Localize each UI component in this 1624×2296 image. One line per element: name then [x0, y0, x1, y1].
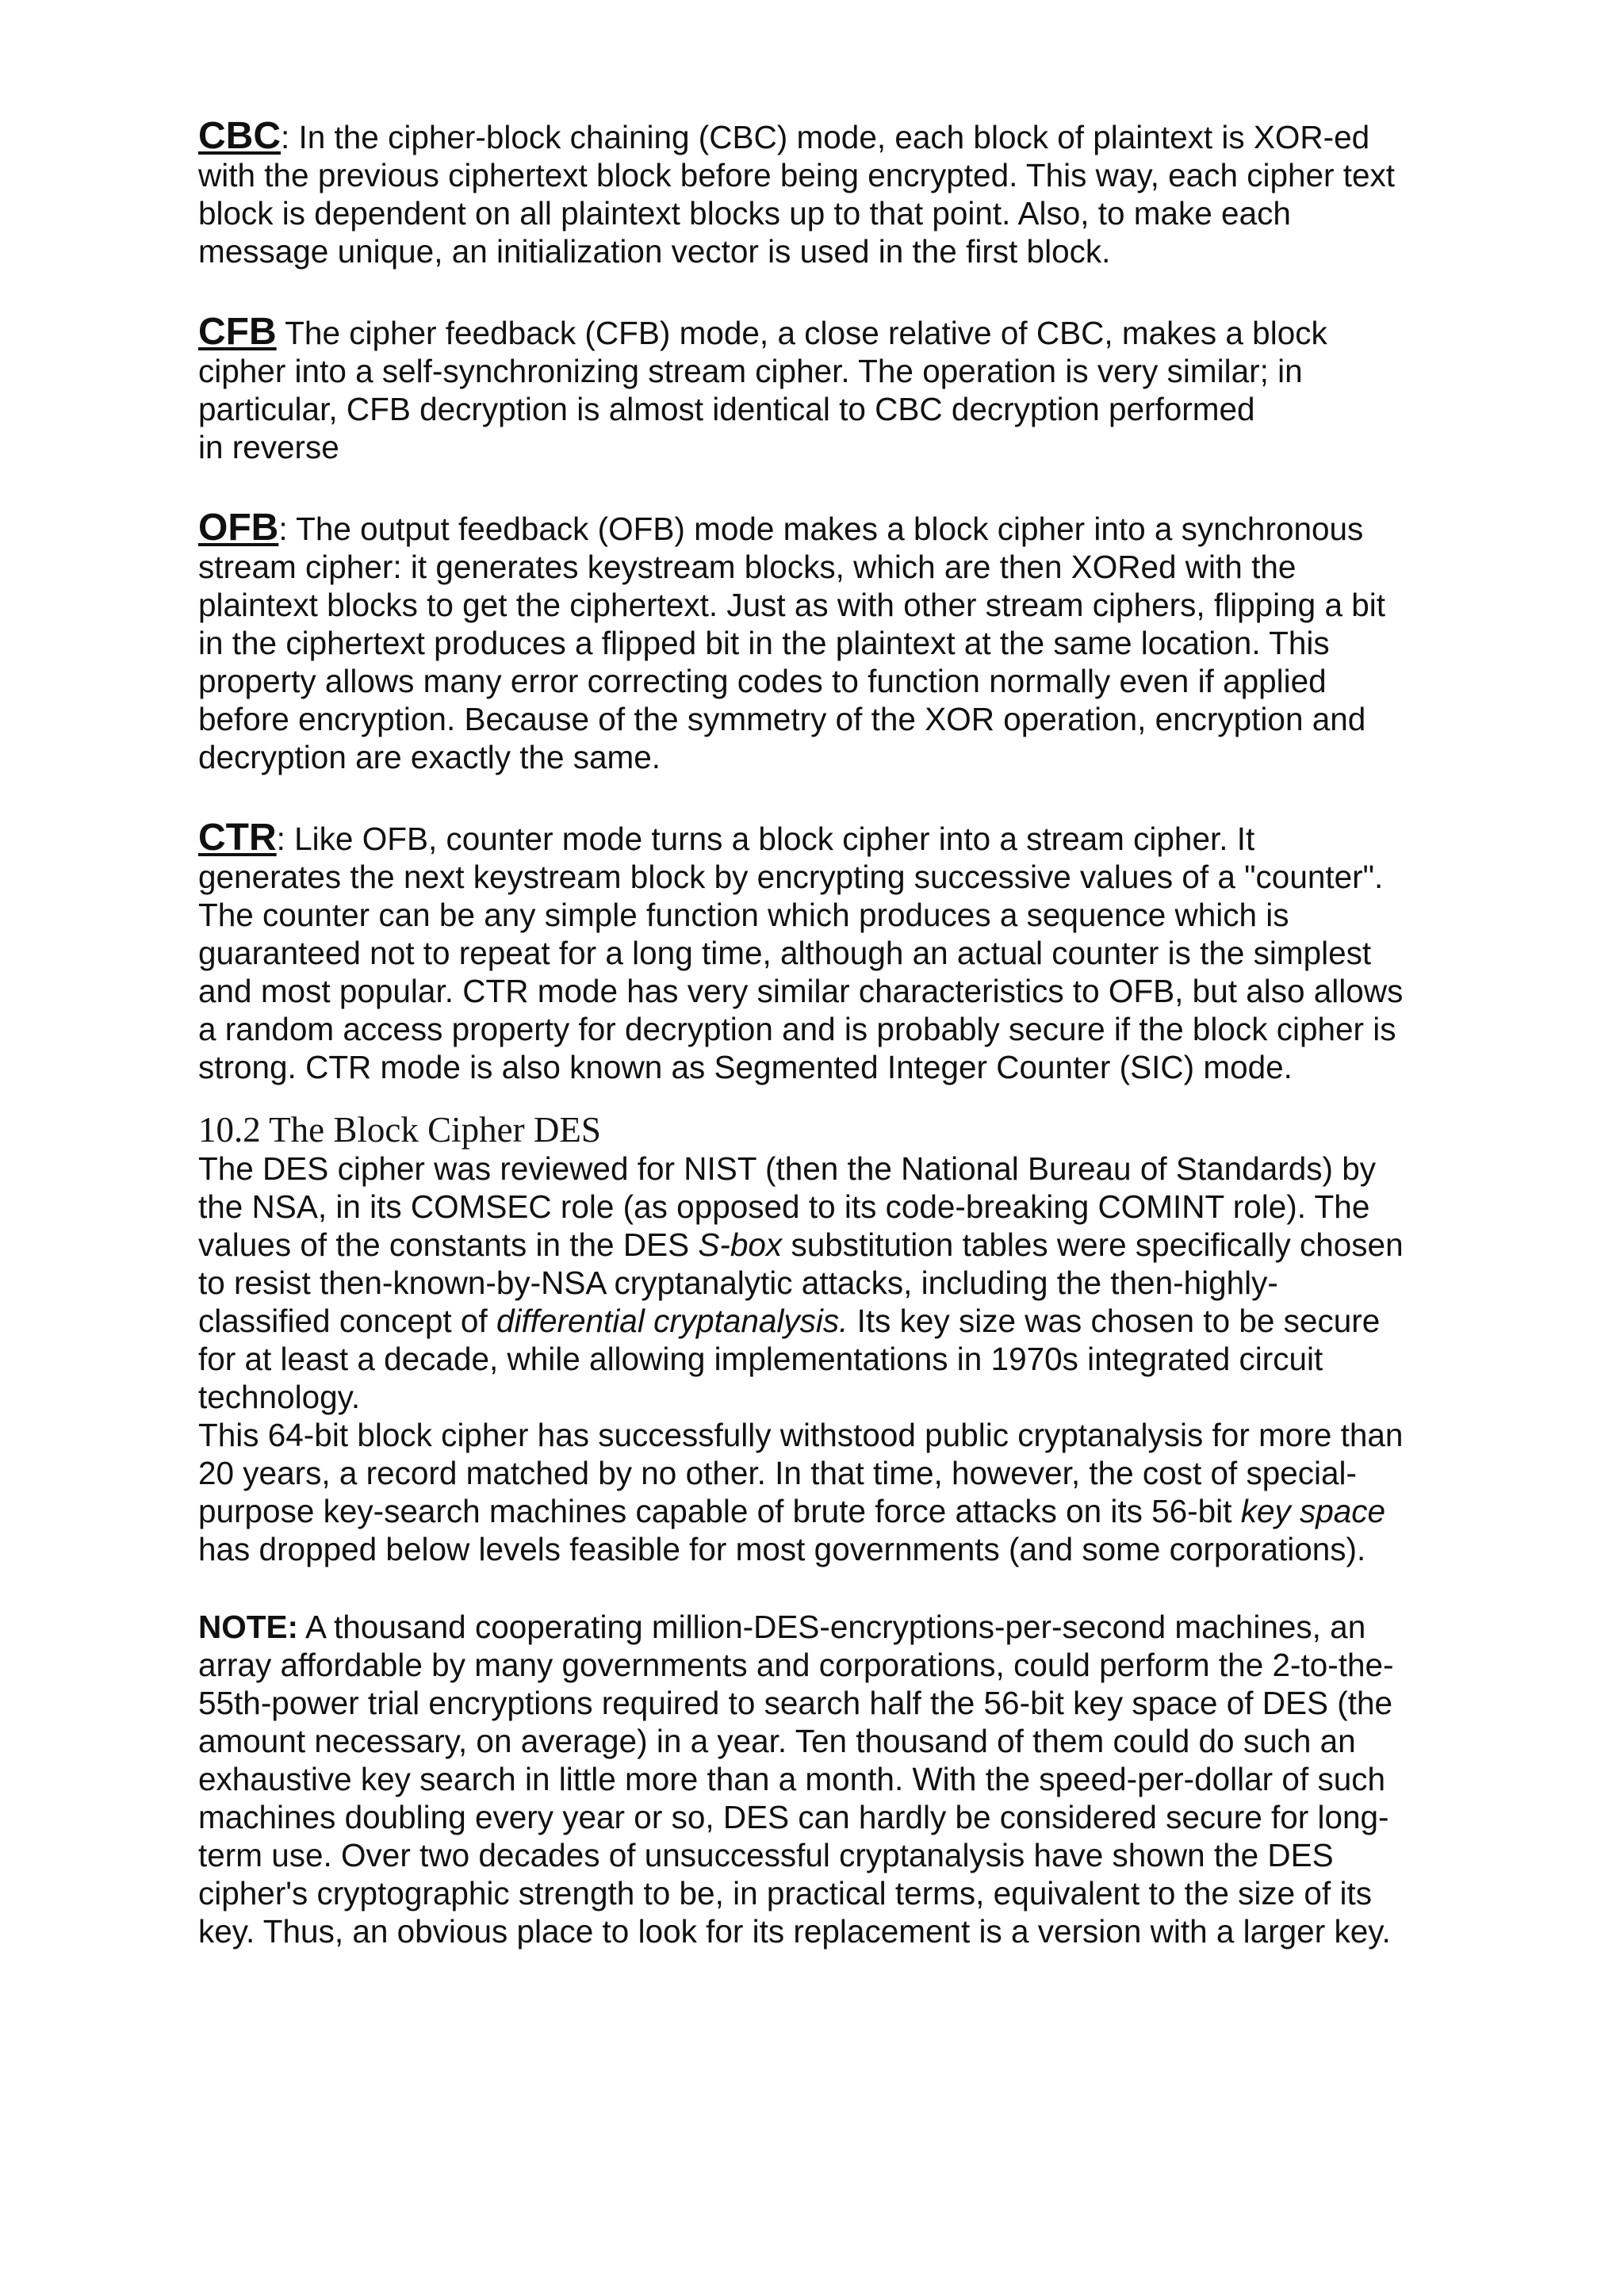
cbc-line: message unique, an initialization vector is used in the first block.: [198, 233, 1111, 270]
des-line: This 64-bit block cipher has successfully withstood public cryptanalysis for more than: [198, 1417, 1404, 1453]
note-line: amount necessary, on average) in a year. Ten thousand of them could do such an: [198, 1723, 1356, 1759]
note-line: key. Thus, an obvious place to look for its replacement is a version with a larger key.: [198, 1913, 1391, 1950]
cfb-line: The cipher feedback (CFB) mode, a close relative of CBC, makes a block: [276, 315, 1327, 351]
cfb-line: in reverse: [198, 429, 339, 465]
cbc-line: with the previous ciphertext block before being encrypted. This way, each cipher text: [198, 157, 1396, 193]
ctr-paragraph: [198, 819, 1451, 1086]
cbc-line: : In the cipher-block chaining (CBC) mode, each block of plaintext is XOR-ed: [281, 119, 1370, 155]
des-line: has dropped below levels feasible for most governments (and some corporations).: [198, 1531, 1366, 1567]
cfb-line: particular, CFB decryption is almost identical to CBC decryption performed: [198, 391, 1255, 427]
ofb-label: OFB: [198, 507, 279, 549]
ctr-label: CTR: [198, 817, 277, 859]
ofb-line: stream cipher: it generates keystream blocks, which are then XORed with the: [198, 549, 1297, 585]
note-line: 55th-power trial encryptions required to search half the 56-bit key space of DES (the: [198, 1685, 1393, 1721]
ofb-line: : The output feedback (OFB) mode makes a block cipher into a synchronous: [278, 511, 1364, 547]
ofb-line: decryption are exactly the same.: [198, 739, 661, 775]
ctr-line: The counter can be any simple function which produces a sequence which is: [198, 897, 1289, 933]
des-line: the NSA, in its COMSEC role (as opposed to its code-breaking COMINT role). The: [198, 1188, 1370, 1225]
document-page: [198, 117, 1451, 1950]
ctr-line: guaranteed not to repeat for a long time, although an actual counter is the simplest: [198, 935, 1372, 971]
ofb-line: plaintext blocks to get the ciphertext. Just as with other stream ciphers, flipping a bit: [198, 587, 1385, 623]
note-line: array affordable by many governments and corporations, could perform the 2-to-the-: [198, 1647, 1394, 1683]
cbc-line: block is dependent on all plaintext blocks up to that point. Also, to make each: [198, 195, 1291, 232]
des-line: for at least a decade, while allowing implementations in 1970s integrated circuit: [198, 1341, 1323, 1377]
ctr-line: strong. CTR mode is also known as Segmented Integer Counter (SIC) mode.: [198, 1049, 1293, 1085]
des-line: substitution tables were specifically chosen: [782, 1226, 1404, 1263]
ctr-line: a random access property for decryption and is probably secure if the block cipher is: [198, 1011, 1396, 1047]
note-line: cipher's cryptographic strength to be, in practical terms, equivalent to the size of its: [198, 1875, 1372, 1911]
des-line: Its key size was chosen to be secure: [848, 1303, 1381, 1339]
note-label: NOTE:: [198, 1609, 298, 1645]
ctr-line: and most popular. CTR mode has very similar characteristics to OFB, but also allows: [198, 973, 1404, 1009]
note-line: machines doubling every year or so, DES can hardly be considered secure for long-: [198, 1799, 1389, 1835]
ofb-line: property allows many error correcting codes to function normally even if applied: [198, 663, 1327, 699]
des-line: values of the constants in the DES: [198, 1226, 699, 1263]
cfb-label: CFB: [198, 311, 277, 353]
ctr-line: generates the next keystream block by encrypting successive values of a "counter".: [198, 859, 1384, 895]
des-paragraph-2: [198, 1416, 1451, 1568]
des-line: The DES cipher was reviewed for NIST (then the National Bureau of Standards) by: [198, 1150, 1376, 1187]
des-line: purpose key-search machines capable of brute force attacks on its 56-bit: [198, 1493, 1241, 1529]
cfb-line: cipher into a self-synchronizing stream cipher. The operation is very similar; in: [198, 353, 1303, 389]
note-paragraph: [198, 1608, 1451, 1950]
ofb-line: in the ciphertext produces a flipped bit in the plaintext at the same location. This: [198, 625, 1330, 661]
cbc-paragraph: [198, 117, 1451, 270]
sbox-term: S-box: [698, 1226, 783, 1263]
des-paragraph-1: [198, 1150, 1451, 1416]
des-line: to resist then-known-by-NSA cryptanalytic attacks, including the then-highly-: [198, 1265, 1278, 1301]
des-line: classified concept of: [198, 1303, 496, 1339]
cbc-label: CBC: [198, 115, 281, 157]
note-line: exhaustive key search in little more than a month. With the speed-per-dollar of such: [198, 1761, 1385, 1797]
note-line: A thousand cooperating million-DES-encryptions-per-second machines, an: [298, 1609, 1366, 1645]
note-line: term use. Over two decades of unsuccessful cryptanalysis have shown the DES: [198, 1837, 1334, 1873]
key-space-term: key space: [1240, 1493, 1386, 1529]
ctr-line: : Like OFB, counter mode turns a block cipher into a stream cipher. It: [276, 821, 1255, 857]
des-line: technology.: [198, 1379, 361, 1415]
des-line: 20 years, a record matched by no other. In that time, however, the cost of special-: [198, 1455, 1358, 1491]
cfb-paragraph: [198, 313, 1451, 466]
section-heading: 10.2 The Block Cipher DES: [198, 1110, 601, 1150]
differential-cryptanalysis-term: differential cryptanalysis.: [496, 1303, 848, 1339]
ofb-paragraph: [198, 509, 1451, 776]
ofb-line: before encryption. Because of the symmetry of the XOR operation, encryption and: [198, 701, 1366, 737]
